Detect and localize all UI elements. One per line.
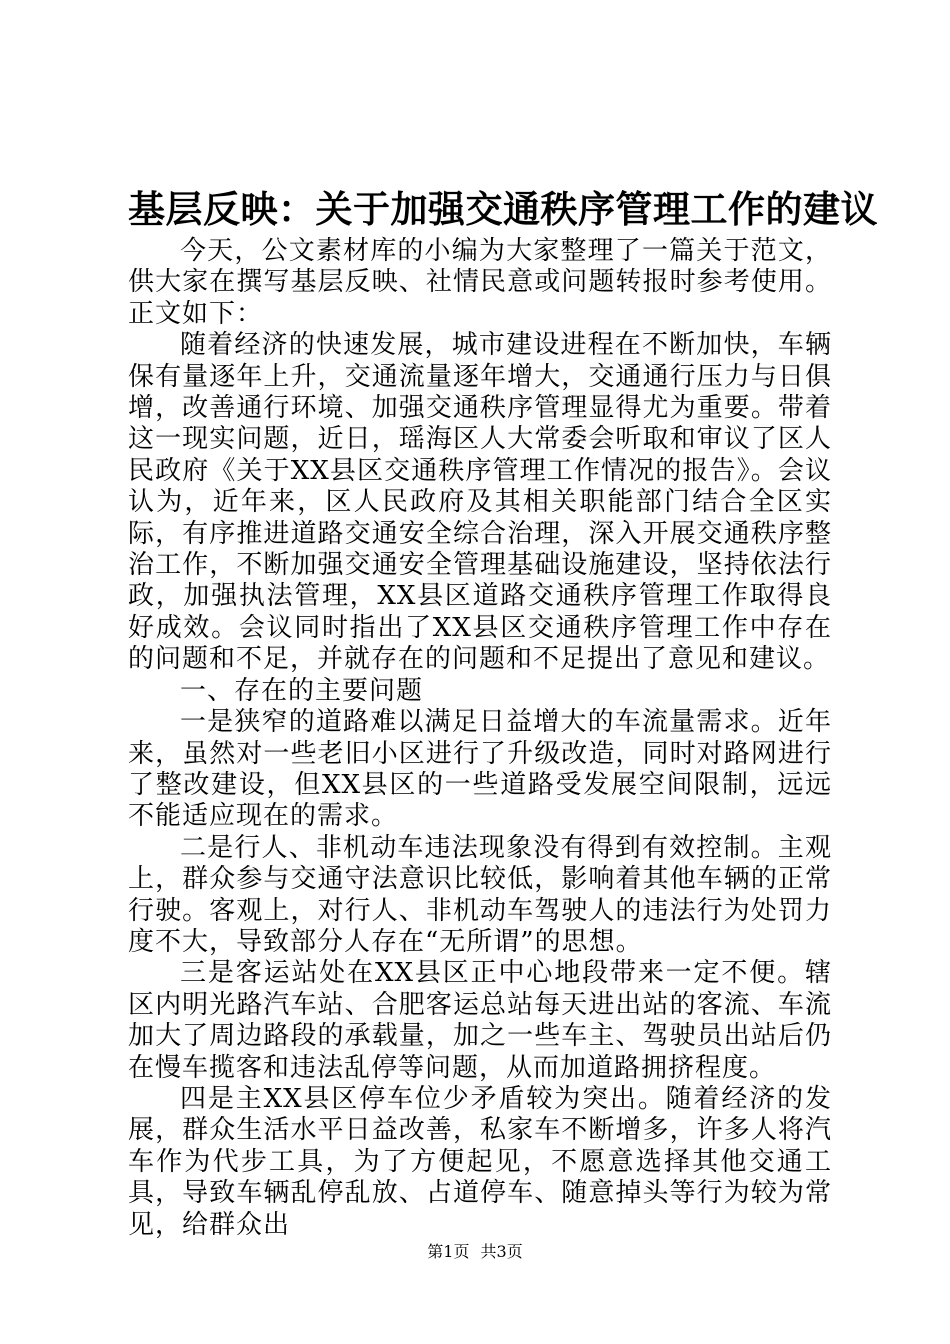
document-body bbox=[128, 236, 832, 1241]
issue-paragraph-3: 三是客运站处在XX县区正中心地段带来一定不便。辖区内明光路汽车站、合肥客运总站每天进出站的客流、车流加大了周边路段的承载量，加之一些车主、驾驶员出站后仍在慢车揽客和违法乱停等问题，从而加道路拥挤程度。 bbox=[128, 958, 832, 1083]
page-total: 共3页 bbox=[480, 1242, 523, 1261]
section-heading: 一、存在的主要问题 bbox=[180, 675, 424, 706]
issue-paragraph-1: 一是狭窄的道路难以满足日益增大的车流量需求。近年来，虽然对一些老旧小区进行了升级改造，同时对路网进行了整改建设，但XX县区的一些道路受发展空间限制，远远不能适应现在的需求。 bbox=[128, 707, 832, 832]
document-title: 基层反映：关于加强交通秩序管理工作的建议 bbox=[128, 187, 878, 231]
issue-paragraph-2: 二是行人、非机动车违法现象没有得到有效控制。主观上，群众参与交通守法意识比较低，影响着其他车辆的正常行驶。客观上，对行人、非机动车驾驶人的违法行为处罚力度不大，导致部分人存在“无所谓”的思想。 bbox=[128, 832, 832, 957]
intro-paragraph: 今天，公文素材库的小编为大家整理了一篇关于范文，供大家在撰写基层反映、社情民意或问题转报时参考使用。正文如下： bbox=[128, 236, 832, 329]
background-paragraph: 随着经济的快速发展，城市建设进程在不断加快，车辆保有量逐年上升，交通流量逐年增大，交通通行压力与日俱增，改善通行环境、加强交通秩序管理显得尤为重要。带着这一现实问题，近日，瑶海区人大常委会听取和审议了区人民政府《关于XX县区交通秩序管理工作情况的报告》。会议认为，近年来，区人民政府及其相关职能部门结合全区实际，有序推进道路交通安全综合治理，深入开展交通秩序整治工作，不断加强交通安全管理基础设施建设，坚持依法行政，加强执法管理，XX县区道路交通秩序管理工作取得良好成效。会议同时指出了XX县区交通秩序管理工作中存在的问题和不足，并就存在的问题和不足提出了意见和建议。 bbox=[128, 330, 832, 675]
issue-paragraph-4: 四是主XX县区停车位少矛盾较为突出。随着经济的发展，群众生活水平日益改善，私家车不断增多，许多人将汽车作为代步工具，为了方便起见，不愿意选择其他交通工具，导致车辆乱停乱放、占道停车、随意掉头等行为较为常见，给群众出 bbox=[128, 1083, 832, 1240]
page-footer bbox=[0, 1242, 950, 1262]
page-number: 第1页 bbox=[427, 1242, 470, 1261]
